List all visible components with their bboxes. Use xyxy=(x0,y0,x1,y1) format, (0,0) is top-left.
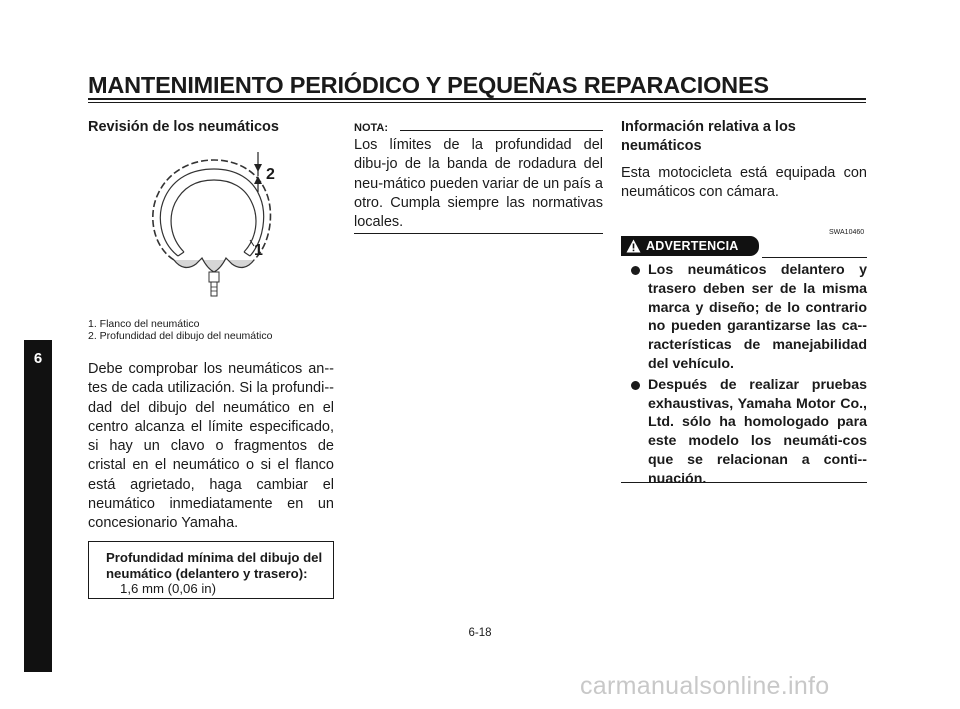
tire-info-paragraph: Esta motocicleta está equipada con neumáticos con cámara. xyxy=(621,165,867,201)
spec-label-line-1: Profundidad mínima del dibujo del xyxy=(106,550,323,565)
figure-caption-2: 2. Profundidad del dibujo del neumático xyxy=(88,330,273,342)
page-header-title: MANTENIMIENTO PERIÓDICO Y PEQUEÑAS REPARACIONES xyxy=(88,72,769,98)
warning-bullet-text: Después de realizar pruebas exhaustivas, Yamaha Motor Co., Ltd. sólo ha homologado para este modelo los neumáti-cos que se relacionan a conti-nuación. xyxy=(648,376,867,487)
section-tab xyxy=(24,340,52,672)
watermark: carmanualsonline.info xyxy=(580,672,830,700)
tire-check-paragraph: Debe comprobar los neumáticos an-tes de cada utilización. Si la profundi-dad del dibujo del neumático en el centro alcanza el límite especificado, si hay un clavo o fragmentos de cristal en el neumático o si el flanco está agrietado, haga cambiar el neumático inmediatamente en un concesionario Yamaha. xyxy=(88,361,334,532)
header-rule xyxy=(88,98,866,100)
warning-code: SWA10460 xyxy=(829,229,865,236)
warning-bullet-item xyxy=(621,376,867,489)
note-top-rule xyxy=(400,130,603,131)
spec-box xyxy=(88,541,334,599)
tire-check-heading: Revisión de los neumáticos xyxy=(88,119,279,135)
warning-triangle-icon xyxy=(626,239,641,253)
note-label: NOTA: xyxy=(354,122,389,134)
warning-bottom-rule xyxy=(621,482,867,483)
left-column xyxy=(88,118,334,137)
section-tab-label: 6 xyxy=(33,350,43,367)
warning-label: ADVERTENCIA xyxy=(646,239,739,253)
page-number: 6-18 xyxy=(468,627,492,639)
callout-2: 2 xyxy=(266,166,275,183)
spec-label-line-2: neumático (delantero y trasero): xyxy=(106,565,308,581)
spec-label xyxy=(106,550,322,581)
bullet-dot-icon xyxy=(631,266,640,275)
callout-1: 1 xyxy=(254,242,263,259)
warning-top-rule xyxy=(762,257,867,258)
warning-bullet-text: Los neumáticos delantero y trasero deben ser de la misma marca y diseño; de lo contrario no pueden garantizarse las ca-racterísticas de manejabilidad del vehículo. xyxy=(648,262,867,372)
spec-value: 1,6 mm (0,06 in) xyxy=(120,581,217,596)
tire-info-heading-line-1: Información relativa a los xyxy=(621,119,796,135)
figure-caption-1: 1. Flanco del neumático xyxy=(88,318,200,330)
tire-info-heading-line-2: neumáticos xyxy=(621,138,702,154)
warning-bullet-item xyxy=(621,261,867,374)
bullet-dot-icon xyxy=(631,381,640,390)
note-bottom-rule xyxy=(354,233,603,234)
header-rule-thin xyxy=(88,102,866,103)
warning-badge xyxy=(621,236,759,256)
warning-bullets xyxy=(621,261,867,491)
right-column xyxy=(621,118,867,203)
note-text: Los límites de la profundidad del dibu-jo de la banda de rodadura del neu-mático pueden variar de un país a otro. Cumpla siempre las normativas locales. xyxy=(354,137,603,231)
